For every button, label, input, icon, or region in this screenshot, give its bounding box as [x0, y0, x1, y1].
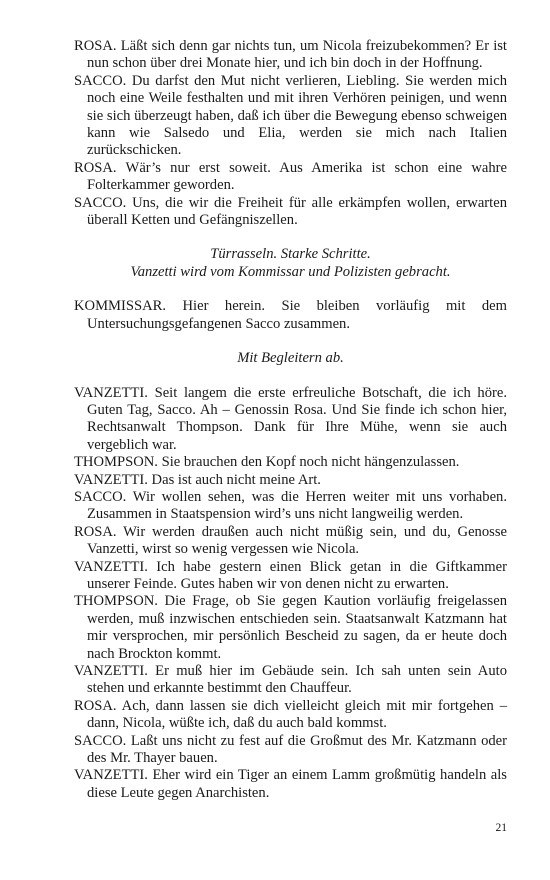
- dialogue-sacco-2: SACCO. Uns, die wir die Freiheit für alle erkämpfen wollen, erwarten überall Ketten und Gefängniszellen.: [74, 194, 507, 229]
- dialogue-vanzetti-1: VANZETTI. Seit langem die erste erfreuliche Botschaft, die ich höre. Guten Tag, Sacco. Ah – Genossin Rosa. Und Sie finde ich schon hier, Rechtsanwalt Thompson. Dank für Ihre Mühe, wenn sie auch vergeblich war.: [74, 384, 507, 453]
- dialogue-thompson-1: THOMPSON. Sie brauchen den Kopf noch nicht hängenzulassen.: [74, 454, 460, 471]
- dialogue-vanzetti-3: VANZETTI. Ich habe gestern einen Blick getan in die Giftkammer unserer Feinde. Gutes haben wir von denen nicht zu erwarten.: [74, 558, 507, 592]
- dialogue-rosa-4: ROSA. Ach, dann lassen sie dich vielleicht gleich mit mir fortgehen – dann, Nicola, wüßte ich, daß du auch bald kommst.: [74, 697, 507, 732]
- dialogue-vanzetti-5: VANZETTI. Eher wird ein Tiger an einem Lamm großmütig handeln als diese Leute gegen Anarchisten.: [74, 767, 507, 801]
- page-number: 21: [495, 822, 507, 834]
- dialogue-rosa-3: ROSA. Wir werden draußen auch nicht müßig sein, und du, Genosse Vanzetti, wirst so wenig vergessen wie Nicola.: [74, 523, 507, 558]
- dialogue-rosa-1: ROSA. Läßt sich denn gar nichts tun, um Nicola freizubekommen? Er ist nun schon über drei Monate hier, und ich bin doch in der Hoffnung.: [74, 38, 507, 72]
- dialogue-kommissar: KOMMISSAR. Hier herein. Sie bleiben vorläufig mit dem Untersuchungsgefangenen Sacco zusammen.: [74, 298, 507, 332]
- stage-direction-line: Vanzetti wird vom Kommissar und Polizisten gebracht.: [130, 263, 451, 280]
- dialogue-vanzetti-2: VANZETTI. Das ist auch nicht meine Art.: [74, 471, 321, 488]
- dialogue-vanzetti-4: VANZETTI. Er muß hier im Gebäude sein. Ich sah unten sein Auto stehen und erkannte bestimmt den Chauffeur.: [74, 663, 507, 697]
- dialogue-sacco-4: SACCO. Laßt uns nicht zu fest auf die Großmut des Mr. Katzmann oder des Mr. Thayer bauen.: [74, 732, 507, 767]
- dialogue-rosa-2: ROSA. Wär’s nur erst soweit. Aus Amerika ist schon eine wahre Folterkammer geworden.: [74, 159, 507, 194]
- dialogue-thompson-2: THOMPSON. Die Frage, ob Sie gegen Kaution vorläufig freigelassen werden, muß inzwischen entschieden sein. Staatsanwalt Katzmann hat mir versprochen, mir persönlich Bescheid zu sagen, da er heute doch nach Brockton kommt.: [74, 593, 507, 662]
- stage-direction-line: Türrasseln. Starke Schritte.: [210, 246, 371, 263]
- stage-direction-line: Mit Begleitern ab.: [237, 350, 344, 367]
- dialogue-sacco-3: SACCO. Wir wollen sehen, was die Herren weiter mit uns vorhaben. Zusammen in Staatspension wird’s uns nicht langweilig werden.: [74, 488, 507, 523]
- dialogue-sacco-1: SACCO. Du darfst den Mut nicht verlieren, Liebling. Sie werden mich noch eine Weile festhalten und mit ihren Verhören peinigen, und wenn sie sich überzeugt haben, daß ich über die Bewegung ebenso schweigen kann wie Salsedo und Elia, werden sie mich nach Italien zurückschicken.: [74, 72, 507, 159]
- page-text: [74, 38, 507, 802]
